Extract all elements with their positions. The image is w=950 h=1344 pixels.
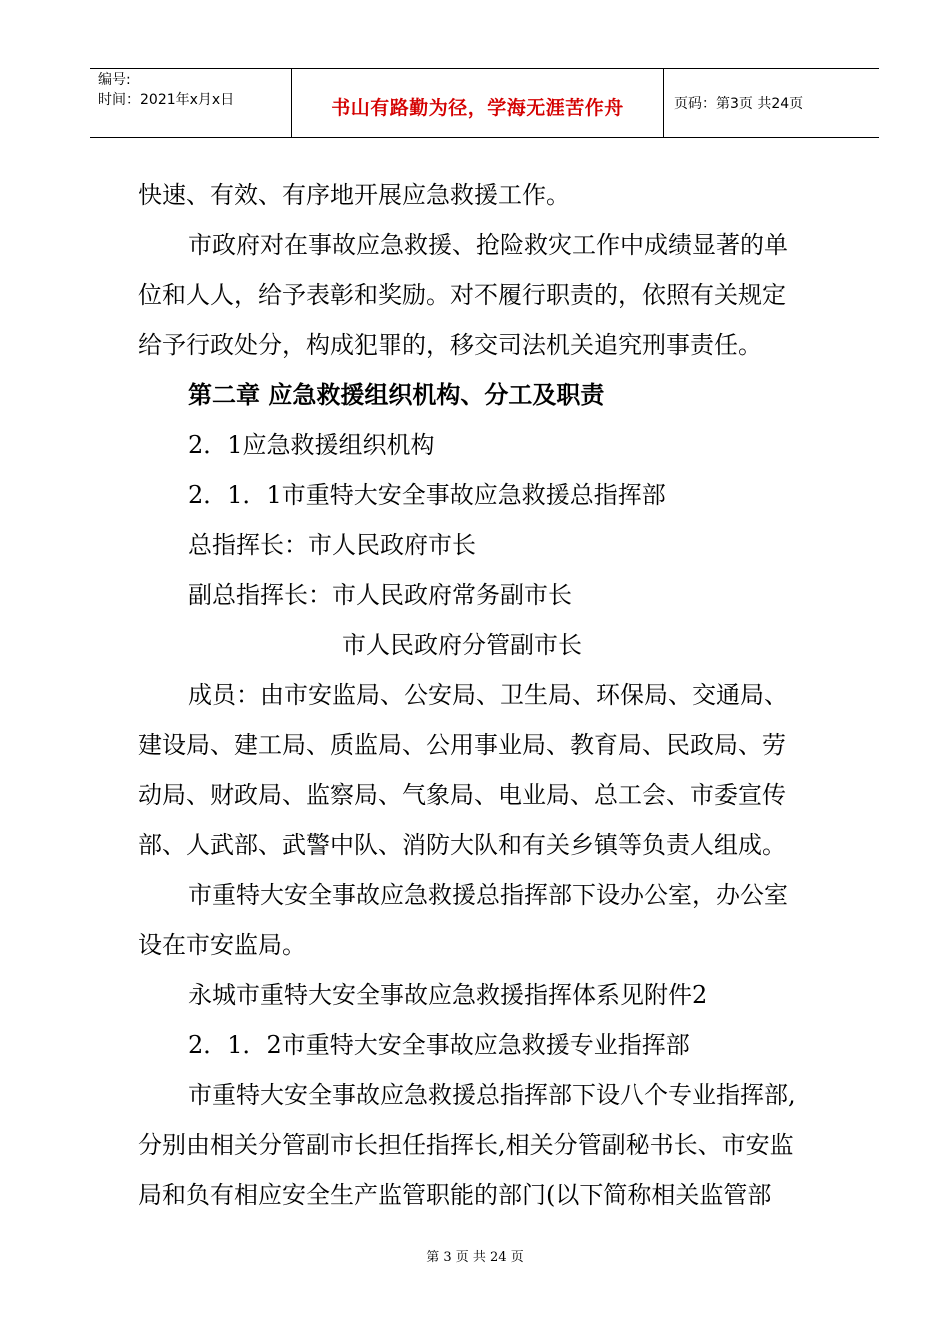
- header-motto-cell: [292, 69, 664, 137]
- number-label: 编号:: [98, 72, 131, 88]
- header-page-cell: [664, 69, 879, 137]
- header-info-cell: [90, 69, 292, 137]
- body-line: 成员：由市安监局、公安局、卫生局、环保局、交通局、: [188, 681, 788, 709]
- body-line: 副总指挥长：市人民政府常务副市长: [188, 581, 572, 609]
- body-line: 市政府对在事故应急救援、抢险救灾工作中成绩显著的单: [188, 231, 788, 259]
- subsection-heading: 2．1．1市重特大安全事故应急救援总指挥部: [188, 481, 666, 509]
- body-line: 动局、财政局、监察局、气象局、电业局、总工会、市委宣传: [138, 781, 786, 809]
- body-line: 部、人武部、武警中队、消防大队和有关乡镇等负责人组成。: [138, 831, 786, 859]
- time-label: 时间：2021年x月x日: [98, 92, 235, 108]
- chapter-heading: 第二章 应急救援组织机构、分工及职责: [188, 381, 605, 409]
- body-line: 总指挥长：市人民政府市长: [188, 531, 476, 559]
- body-line: 快速、有效、有序地开展应急救援工作。: [138, 181, 570, 209]
- body-line: 设在市安监局。: [138, 931, 306, 959]
- page-label: 页码：第3页 共24页: [674, 96, 804, 112]
- header-table: [90, 68, 879, 138]
- body-line: 市重特大安全事故应急救援总指挥部下设八个专业指挥部,: [188, 1081, 796, 1109]
- body-line: 市人民政府分管副市长: [342, 631, 582, 659]
- page-footer: 第 3 页 共 24 页: [426, 1250, 524, 1265]
- body-line: 给予行政处分，构成犯罪的，移交司法机关追究刑事责任。: [138, 331, 762, 359]
- section-heading: 2．1应急救援组织机构: [188, 431, 435, 459]
- subsection-heading: 2．1．2市重特大安全事故应急救援专业指挥部: [188, 1031, 690, 1059]
- body-line: 局和负有相应安全生产监管职能的部门(以下简称相关监管部: [138, 1181, 772, 1209]
- body-line: 建设局、建工局、质监局、公用事业局、教育局、民政局、劳: [138, 731, 786, 759]
- body-line: 位和人人，给予表彰和奖励。对不履行职责的，依照有关规定: [138, 281, 786, 309]
- body-line: 分别由相关分管副市长担任指挥长,相关分管副秘书长、市安监: [138, 1131, 794, 1159]
- body-line: 永城市重特大安全事故应急救援指挥体系见附件2: [188, 981, 708, 1009]
- body-line: 市重特大安全事故应急救援总指挥部下设办公室，办公室: [188, 881, 788, 909]
- document-body: [138, 170, 838, 1220]
- motto-text: 书山有路勤为径，学海无涯苦作舟: [331, 97, 624, 119]
